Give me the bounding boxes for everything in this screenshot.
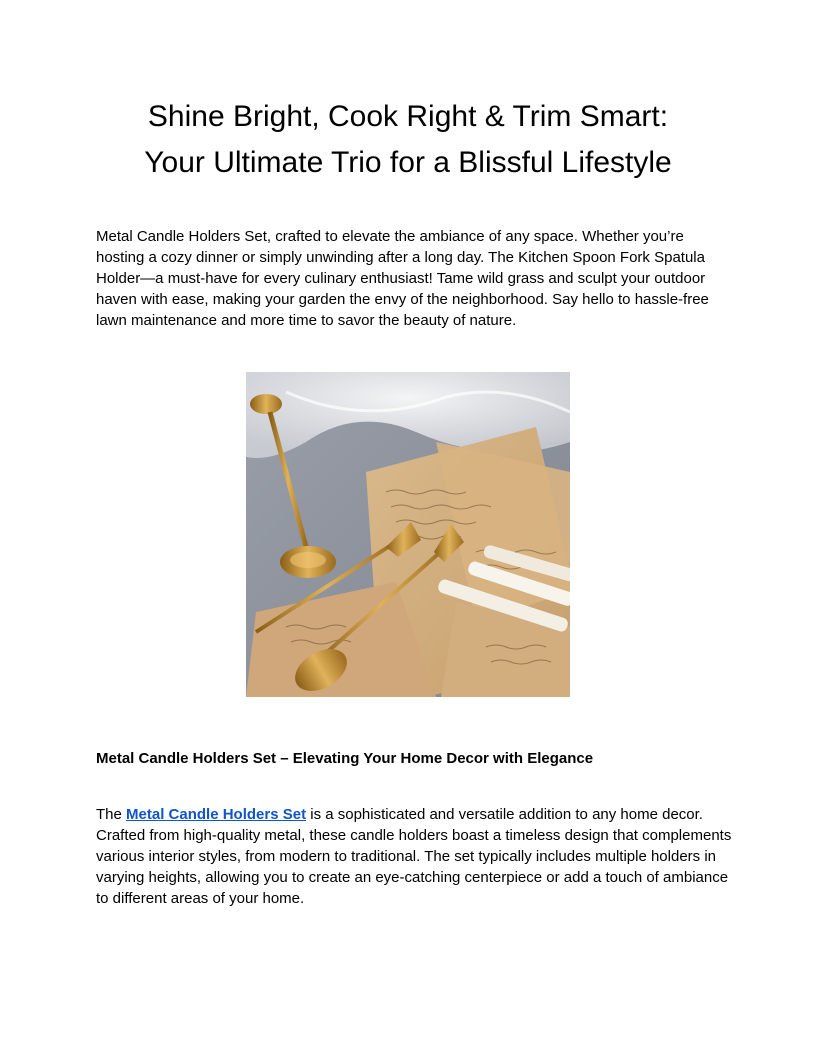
metal-candle-holders-link[interactable]: Metal Candle Holders Set [126,806,307,823]
page-title [60,94,756,186]
title-line-1: Shine Bright, Cook Right & Trim Smart: [147,100,669,133]
body-paragraph [96,804,736,909]
intro-paragraph: Metal Candle Holders Set, crafted to elevate the ambiance of any space. Whether you’re hosting a cozy dinner or simply unwinding after a long day. The Kitchen Spoon Fork Spatula Holder—a must-have for every culinary enthusiast! Tame wild grass and sculpt your outdoor haven with ease, making your garden the envy of the neighborhood. Say hello to hassle-free lawn maintenance and more time to savor the beauty of nature. [96,228,709,329]
body-suffix: is a sophisticated and versatile addition to any home decor. Crafted from high-quality metal, these candle holders boast a timeless design that complements various interior styles, from modern to traditional. The set typically includes multiple holders in varying heights, allowing you to create an eye-catching centerpiece or add a touch of ambiance to different areas of your home. [96,806,732,907]
body-prefix: The [96,806,127,823]
title-line-2: Your Ultimate Trio for a Blissful Lifestyle [144,146,672,179]
candle-holders-photo [246,372,570,697]
section-heading: Metal Candle Holders Set – Elevating Your Home Decor with Elegance [96,750,594,767]
